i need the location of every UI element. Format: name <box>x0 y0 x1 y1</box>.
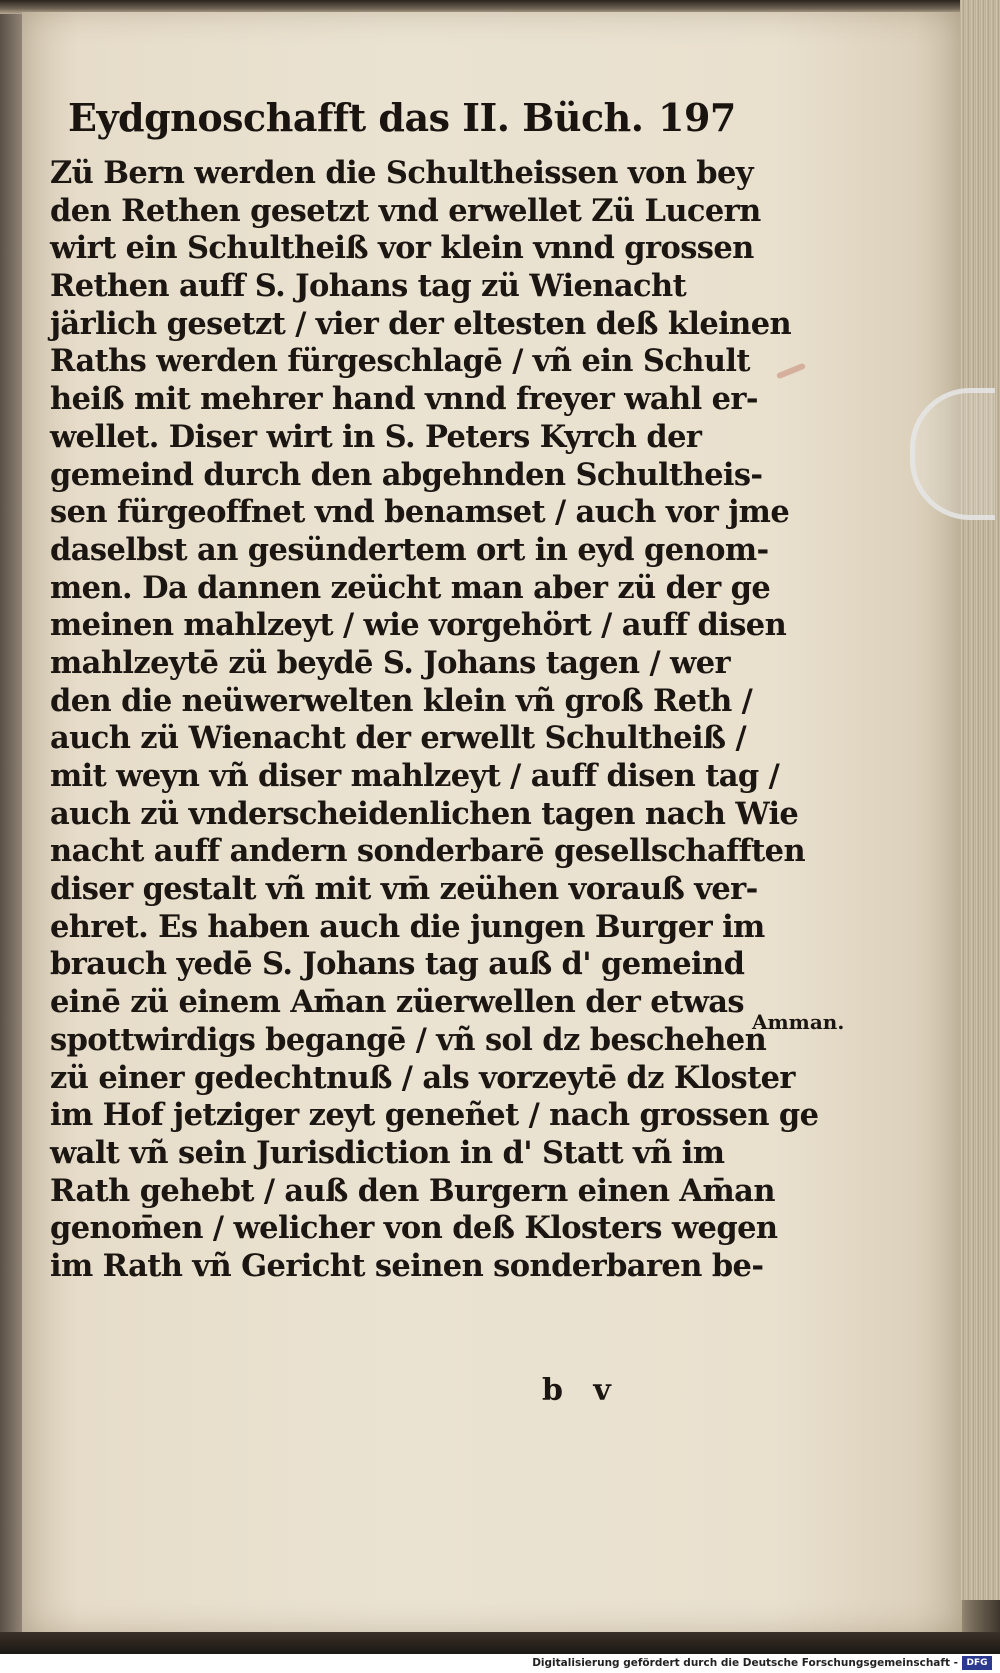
text-line: men. Da dannen zeücht man aber zü der ge <box>50 569 771 606</box>
signature-mark: b v <box>542 1373 621 1408</box>
text-line: meinen mahlzeyt / wie vorgehört / auff disen <box>50 607 787 644</box>
text-line: gemeind durch den abgehnden Schultheis- <box>50 456 763 493</box>
text-line: genom̄en / welicher von deß Klosters wegen <box>50 1210 778 1247</box>
text-line: einē zü einem Am̄an züerwellen der etwas <box>50 984 744 1021</box>
text-line: daselbst an gesündertem ort in eyd genom- <box>50 531 769 568</box>
footer-bar <box>0 1654 1000 1673</box>
text-line: mahlzeytē zü beydē S. Johans tagen / wer <box>50 644 730 681</box>
footer-credit: Digitalisierung gefördert durch die Deutsche Forschungsgemeinschaft - <box>532 1657 958 1669</box>
text-line: ehret. Es haben auch die jungen Burger im <box>50 908 765 945</box>
text-line: walt vñ sein Jurisdiction in d' Statt vñ im <box>50 1134 725 1171</box>
text-line: wellet. Diser wirt in S. Peters Kyrch der <box>50 418 702 455</box>
book-fore-edge <box>960 0 1000 1600</box>
text-line: Raths werden fürgeschlagē / vñ ein Schult <box>50 343 750 380</box>
text-line: brauch yedē S. Johans tag auß d' gemeind <box>50 946 745 983</box>
text-line: Zü Bern werden die Schultheissen von bey <box>50 155 753 191</box>
text-line: den Rethen gesetzt vnd erwellet Zü Lucern <box>50 192 761 229</box>
text-line: heiß mit mehrer hand vnnd freyer wahl er- <box>50 381 758 418</box>
dfg-logo: DFG <box>962 1656 992 1670</box>
marginal-note: Amman. <box>752 1010 845 1034</box>
text-line: Rethen auff S. Johans tag zü Wienacht <box>50 268 687 305</box>
text-line: sen fürgeoffnet vnd benamset / auch vor jme <box>50 494 790 531</box>
text-line: nacht auff andern sonderbarē gesellschafften <box>50 833 806 870</box>
book-bottom-edge <box>0 1632 1000 1654</box>
running-header <box>68 95 736 141</box>
text-line: wirt ein Schultheiß vor klein vnnd grossen <box>50 230 754 267</box>
text-line: spottwirdigs begangē / vñ sol dz beschehen <box>50 1021 767 1058</box>
text-line: auch zü vnderscheidenlichen tagen nach Wie <box>50 795 799 832</box>
text-line: zü einer gedechtnuß / als vorzeytē dz Kloster <box>50 1059 795 1096</box>
text-line: im Rath vñ Gericht seinen sonderbaren be- <box>50 1247 764 1284</box>
text-line: auch zü Wienacht der erwellt Schultheiß / <box>50 720 747 757</box>
text-line: im Hof jetziger zeyt geneñet / nach grossen ge <box>50 1097 819 1134</box>
text-line: mit weyn vñ diser mahlzeyt / auff disen tag / <box>50 758 780 794</box>
text-line: Rath gehebt / auß den Burgern einen Am̄an <box>50 1172 775 1209</box>
text-line: järlich gesetzt / vier der eltesten deß kleinen <box>50 305 792 342</box>
page-number: 197 <box>658 95 736 140</box>
text-line: den die neüwerwelten klein vñ groß Reth / <box>50 682 753 719</box>
text-line: diser gestalt vñ mit vm̄ zeühen vorauß ver- <box>50 871 758 908</box>
header-title: Eydgnoschafft das II. Büch. <box>68 95 644 140</box>
